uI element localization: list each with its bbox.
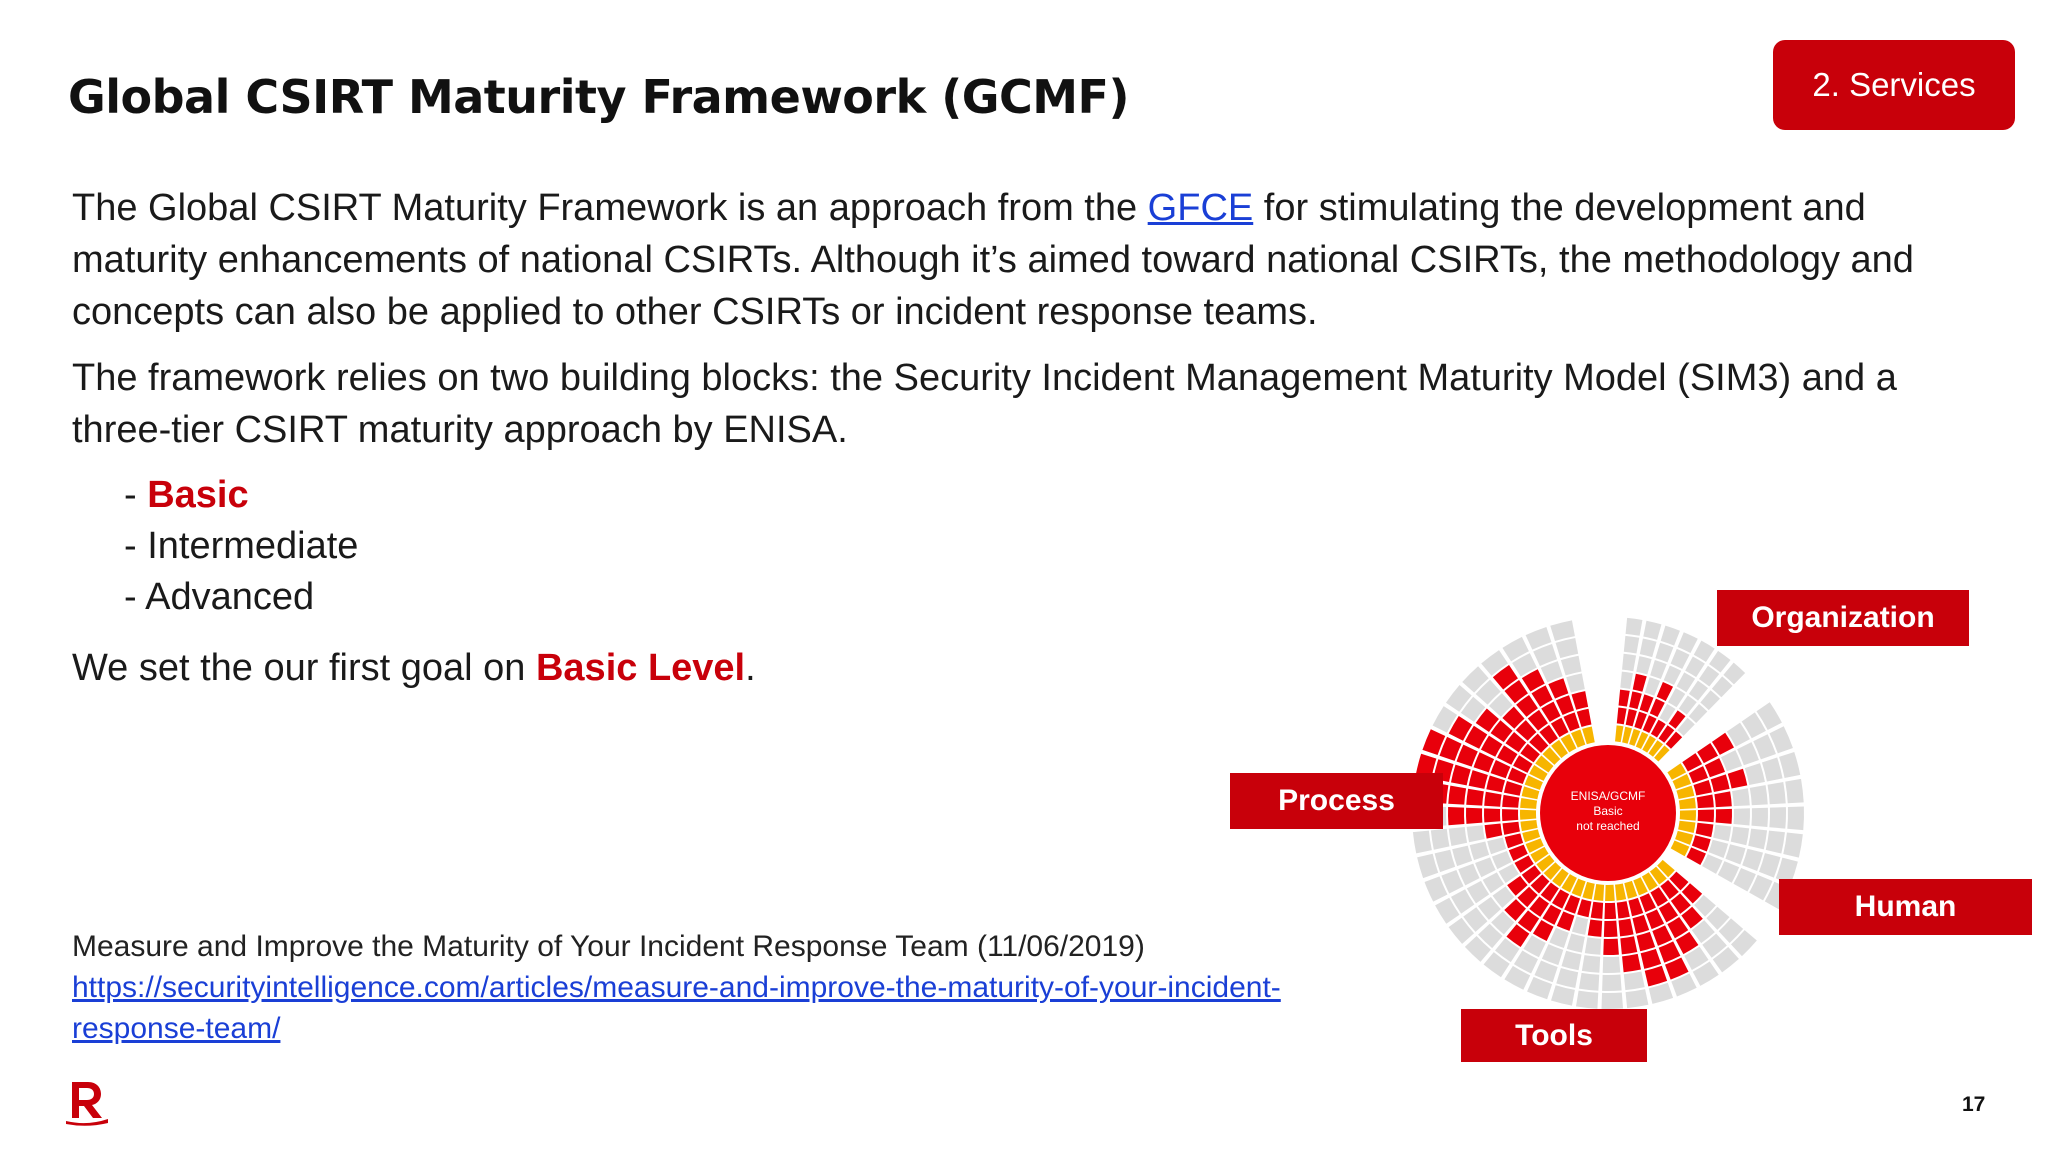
wheel-segment xyxy=(1696,823,1714,837)
wheel-segment xyxy=(1577,899,1591,917)
center-label-1: ENISA/GCMF xyxy=(1570,789,1646,803)
wheel-segment xyxy=(1783,833,1803,858)
wheel-segment xyxy=(1622,954,1641,972)
wheel-segment xyxy=(1549,928,1569,948)
intro-text-cont: for stimulating the development and maturity enhancements of national CSIRTs. Although it’s aimed toward national CSIRTs, the methodology and concepts can also be applied to other CSIRTs or incident response teams. xyxy=(72,187,1914,333)
wheel-segment xyxy=(1626,618,1643,636)
goal-statement: We set the our first goal on Basic Level. xyxy=(72,647,756,689)
wheel-segment xyxy=(1615,883,1626,900)
organization-label: Organization xyxy=(1717,590,1969,646)
wheel-segment xyxy=(1466,808,1482,824)
wheel-segment xyxy=(1769,807,1786,828)
wheel-segment xyxy=(1585,937,1601,954)
wheel-segment xyxy=(1457,745,1478,767)
wheel-segment xyxy=(1615,725,1623,742)
intro-text: The Global CSIRT Maturity Framework is an approach from the xyxy=(72,187,1148,229)
wheel-segment xyxy=(1604,921,1618,937)
wheel-segment xyxy=(1636,656,1651,674)
wheel-segment xyxy=(1702,854,1722,874)
wheel-segment xyxy=(1734,808,1750,825)
wheel-segment xyxy=(1466,789,1484,806)
wheel-segment xyxy=(1709,840,1728,858)
reference xyxy=(72,926,1372,1049)
wheel-segment xyxy=(1685,657,1705,678)
wheel-segment xyxy=(1602,992,1624,1009)
wheel-segment xyxy=(1731,827,1749,846)
wheel-segment xyxy=(1680,810,1696,821)
wheel-segment xyxy=(1643,621,1661,640)
wheel-segment xyxy=(1548,678,1568,698)
wheel-segment xyxy=(1475,857,1496,877)
wheel-segment xyxy=(1624,972,1645,991)
center-label-3: not reached xyxy=(1576,819,1640,833)
wheel-segment xyxy=(1626,709,1637,726)
wheel-segment xyxy=(1645,966,1667,987)
wheel-segment xyxy=(1485,824,1503,839)
wheel-segment xyxy=(1759,853,1780,877)
wheel-segment xyxy=(1486,776,1505,793)
gfce-link[interactable]: GFCE xyxy=(1147,187,1254,229)
wheel-segment xyxy=(1697,795,1714,809)
wheel-segment xyxy=(1602,975,1622,991)
intro-paragraph xyxy=(72,182,1972,338)
wheel-segment xyxy=(1577,709,1592,727)
company-logo xyxy=(64,1078,110,1126)
wheel-segment xyxy=(1556,638,1579,658)
wheel-segment xyxy=(1664,665,1682,685)
wheel-segment xyxy=(1567,934,1585,953)
wheel-segment xyxy=(1686,847,1706,865)
wheel-segment xyxy=(1542,944,1563,965)
wheel-segment xyxy=(1556,968,1578,988)
wheel-segment xyxy=(1576,991,1598,1009)
wheel-segment xyxy=(1474,752,1495,772)
wheel-segment xyxy=(1728,769,1748,789)
maturity-tier-list xyxy=(124,470,358,623)
wheel-segment xyxy=(1504,781,1522,796)
wheel-segment xyxy=(1640,638,1657,657)
wheel-segment xyxy=(1582,955,1600,973)
wheel-segment xyxy=(1484,808,1500,822)
wheel-segment xyxy=(1751,808,1768,827)
wheel-segment xyxy=(1629,691,1642,709)
wheel-segment xyxy=(1641,949,1662,969)
wheel-segment xyxy=(1448,786,1466,805)
wheel-segment xyxy=(1711,774,1730,792)
wheel-segment xyxy=(1762,758,1783,782)
wheel-segment xyxy=(1520,810,1536,820)
wheel-segment xyxy=(1566,673,1585,692)
wheel-segment xyxy=(1520,798,1537,809)
wheel-segment xyxy=(1487,837,1506,854)
wheel-segment xyxy=(1750,785,1768,805)
wheel-segment xyxy=(1624,636,1639,654)
human-label: Human xyxy=(1779,879,2032,935)
wheel-segment xyxy=(1594,884,1604,901)
wheel-segment xyxy=(1655,643,1673,663)
wheel-segment xyxy=(1561,951,1581,970)
wheel-segment xyxy=(1622,654,1636,671)
reference-link[interactable]: https://securityintelligence.com/articles/measure-and-improve-the-maturity-of-your-incident-response-team/ xyxy=(72,971,1281,1045)
wheel-segment xyxy=(1604,903,1616,919)
wheel-segment xyxy=(1661,626,1680,646)
wheel-segment xyxy=(1435,850,1456,872)
wheel-segment xyxy=(1413,831,1432,854)
wheel-segment xyxy=(1502,795,1519,808)
reference-title: Measure and Improve the Maturity of Your Incident Response Team (11/06/2019) xyxy=(72,930,1145,963)
wheel-segment xyxy=(1617,901,1630,918)
wheel-segment xyxy=(1649,983,1673,1004)
wheel-segment xyxy=(1650,660,1667,679)
goal-highlight: Basic Level xyxy=(535,647,746,689)
tools-label: Tools xyxy=(1461,1009,1647,1062)
wheel-segment xyxy=(1716,809,1732,824)
wheel-segment xyxy=(1591,902,1603,919)
slide-title: Global CSIRT Maturity Framework (GCMF) xyxy=(68,70,1129,124)
wheel-segment xyxy=(1620,672,1633,689)
wheel-segment xyxy=(1766,831,1785,854)
wheel-segment xyxy=(1619,690,1630,707)
wheel-segment xyxy=(1698,809,1714,822)
wheel-segment xyxy=(1572,916,1588,935)
wheel-segment xyxy=(1470,842,1489,861)
wheel-segment xyxy=(1452,846,1472,867)
wheel-segment xyxy=(1694,780,1712,796)
tier-basic: Basic xyxy=(147,474,249,516)
wheel-segment xyxy=(1484,792,1501,807)
wheel-segment xyxy=(1561,656,1582,676)
wheel-segment xyxy=(1469,770,1488,789)
wheel-segment xyxy=(1645,677,1660,696)
wheel-segment xyxy=(1617,708,1627,725)
wheel-segment xyxy=(1678,632,1698,653)
wheel-segment xyxy=(1503,822,1520,835)
wheel-segment xyxy=(1579,973,1599,991)
wheel-segment xyxy=(1742,849,1763,871)
wheel-segment xyxy=(1652,925,1672,946)
list-item: - Basic xyxy=(124,474,249,516)
tier-advanced: Advanced xyxy=(145,576,315,618)
list-item: - Advanced xyxy=(124,576,315,618)
wheel-segment xyxy=(1603,957,1621,973)
wheel-segment xyxy=(1637,932,1656,951)
wheel-segment xyxy=(1502,809,1518,821)
process-label: Process xyxy=(1230,773,1443,829)
wheel-segment xyxy=(1779,752,1800,778)
wheel-segment xyxy=(1678,821,1695,833)
wheel-segment xyxy=(1768,782,1786,804)
wheel-segment xyxy=(1714,791,1731,807)
wheel-segment xyxy=(1467,825,1485,842)
center-label-2: Basic xyxy=(1593,804,1623,818)
section-badge[interactable]: 2. Services xyxy=(1773,40,2015,130)
wheel-segment xyxy=(1732,788,1750,806)
wheel-segment xyxy=(1713,825,1731,841)
wheel-segment xyxy=(1449,827,1467,846)
wheel-segment xyxy=(1748,829,1767,850)
wheel-segment xyxy=(1721,750,1742,771)
wheel-segment xyxy=(1431,829,1450,850)
wheel-segment xyxy=(1679,798,1696,809)
wheel-segment xyxy=(1550,620,1575,641)
wheel-segment xyxy=(1603,939,1619,955)
wheel-segment xyxy=(1520,820,1537,831)
wheel-segment xyxy=(1588,920,1602,937)
page-number: 17 xyxy=(1962,1093,1986,1116)
list-item: - Intermediate xyxy=(124,525,359,567)
wheel-segment xyxy=(1571,691,1588,710)
wheel-segment xyxy=(1551,985,1575,1005)
wheel-segment xyxy=(1448,807,1464,825)
wheel-segment xyxy=(1785,779,1803,803)
wheel-segment xyxy=(1605,885,1615,901)
wheel-segment xyxy=(1745,763,1765,785)
wheel-segment xyxy=(1541,661,1563,682)
wheel-segment xyxy=(1633,674,1647,692)
wheel-segment xyxy=(1725,844,1745,864)
wheel-segment xyxy=(1417,854,1438,878)
wheel-segment xyxy=(1451,765,1471,786)
building-blocks-paragraph: The framework relies on two building blocks: the Security Incident Management Maturity Model (SIM3) and a three-tier CSIRT maturity approach by ENISA. xyxy=(72,357,1897,451)
wheel-segment xyxy=(1632,915,1649,934)
wheel-segment xyxy=(1619,919,1634,937)
wheel-segment xyxy=(1626,989,1649,1008)
wheel-segment xyxy=(1787,807,1804,831)
wheel-segment xyxy=(1671,649,1690,669)
tier-intermediate: Intermediate xyxy=(147,525,359,567)
wheel-segment xyxy=(1620,936,1637,954)
